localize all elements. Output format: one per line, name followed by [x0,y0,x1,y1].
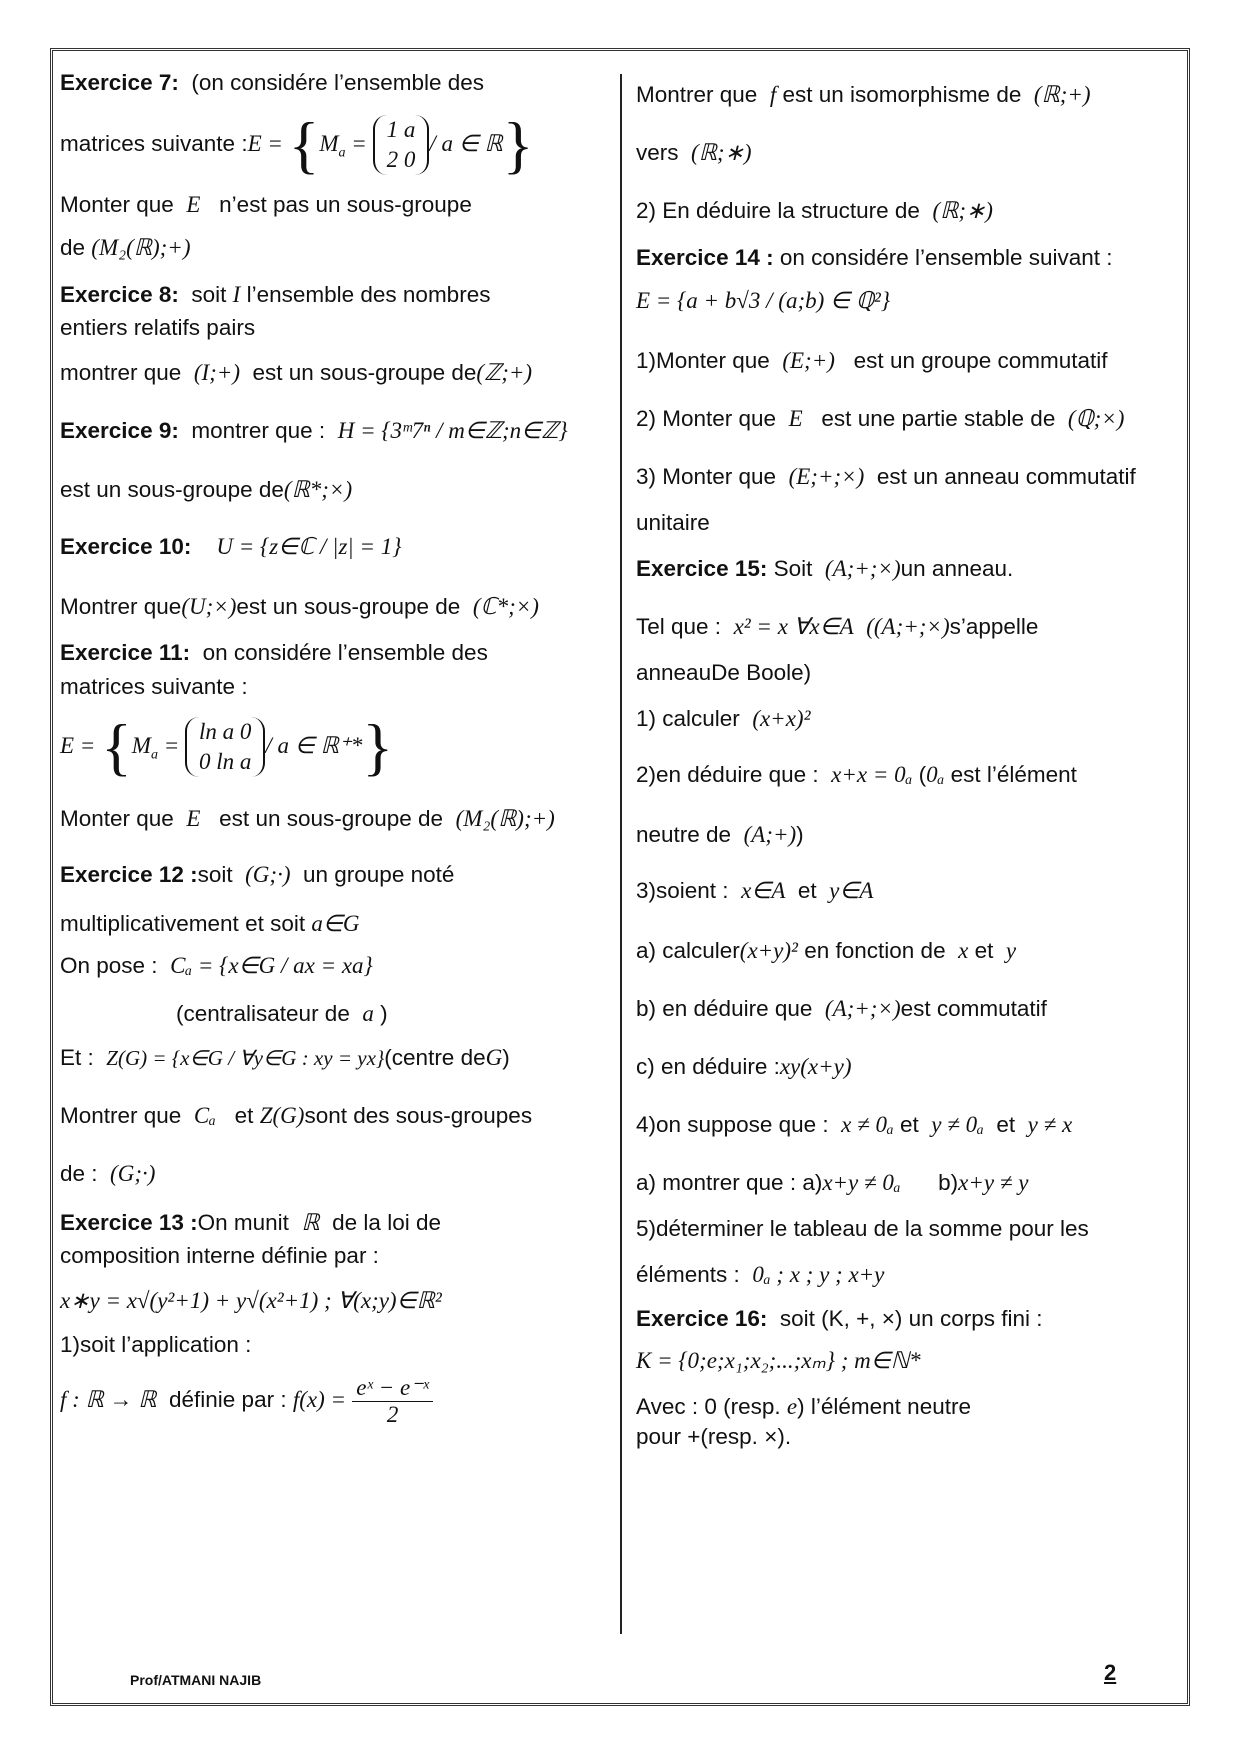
ex11-line2: matrices suivante : [60,674,248,699]
ex13-law-formula: x∗y = x√(y²+1) + y√(x²+1) ; ∀(x;y)∈ℝ² [60,1288,442,1313]
ex13-line5: f : ℝ → ℝ définie par : f(x) = $\frac{\text{eˣ − e⁻ˣ}}{2}$ [60,1372,433,1428]
ex10-line1: Exercice 10: U = {z∈ℂ / |z| = 1} [60,534,402,559]
ex7-line3: Monter que E n’est pas un sous-groupe [60,192,472,217]
ex12-line4: (centralisateur de a ) [176,1001,388,1026]
ex14-line5: 3) Monter que (E;+;×) est un anneau commutatif [636,464,1136,489]
ex15-line10: c) en déduire :xy(x+y) [636,1054,852,1079]
ex11-line1: Exercice 11: on considére l’ensemble des [60,640,488,665]
ex8-line2: entiers relatifs pairs [60,315,256,340]
ex14-line3: 1)Monter que (E;+) est un groupe commutatif [636,348,1108,373]
ex15-line13: 5)déterminer le tableau de la somme pour les [636,1216,1089,1241]
ex15-line12: a) montrer que : a)x+y ≠ 0ₐ b)x+y ≠ y [636,1170,1029,1195]
ex12-line2: multiplicativement et soit a∈G [60,911,360,936]
ex10-title: Exercice 10: [60,534,192,559]
ex16-line4: pour +(resp. ×). [636,1424,792,1449]
ex13-title: Exercice 13 : [60,1210,198,1235]
author-footer: Prof/ATMANI NAJIB [130,1672,262,1688]
ex12-line5: Et : Z(G) = {x∈G / ∀y∈G : xy = yx}(centre deG) [60,1045,510,1070]
ex7-title: Exercice 7: [60,70,179,95]
ex7-matrix: 1 a 2 0 [373,115,430,175]
ex15-line5: 2)en déduire que : x+x = 0ₐ (0ₐ est l’élément [636,762,1077,787]
ex14-set: E = {a + b√3 / (a;b) ∈ ℚ²} [636,288,891,313]
ex13-line6: Montrer que f est un isomorphisme de (ℝ;+) [636,82,1091,107]
ex13-line8: 2) En déduire la structure de (ℝ;∗) [636,198,993,223]
ex8-line3: montrer que (I;+) est un sous-groupe de(ℤ;+) [60,360,533,385]
ex14-line4: 2) Monter que E est une partie stable de (ℚ;×) [636,406,1125,431]
column-divider [620,74,622,1634]
ex15-line4: 1) calculer (x+x)² [636,706,811,731]
ex10-line2: Montrer que(U;×)est un sous-groupe de (ℂ*;×) [60,594,539,619]
ex16-line3: Avec : 0 (resp. e) l’élément neutre [636,1394,971,1419]
page-number: 2 [1104,1660,1117,1685]
ex12-title: Exercice 12 : [60,862,198,887]
ex11-matrix: ln a 0 0 ln a [185,717,265,777]
ex13-line2: composition interne définie par : [60,1243,379,1268]
ex12-line6: Montrer que Cₐ et Z(G)sont des sous-groupes [60,1103,533,1128]
ex15-line3: anneauDe Boole) [636,660,812,685]
ex12-line7: de : (G;·) [60,1161,156,1186]
ex12-line3: On pose : Cₐ = {x∈G / ax = xa} [60,953,373,978]
ex15-line2: Tel que : x² = x ∀x∈A ((A;+;×)s’appelle [636,614,1039,639]
ex13-line4: 1)soit l’application : [60,1332,252,1357]
ex14-title: Exercice 14 : [636,245,774,270]
ex7-matrix-line: matrices suivante :E = {$M_a$ = 1 a 2 0 / a ∈ ℝ} [60,109,534,181]
ex15-title: Exercice 15: [636,556,768,581]
ex13-line7: vers (ℝ;∗) [636,140,752,165]
ex15-line1: Exercice 15: Soit (A;+;×)un anneau. [636,556,1014,581]
ex15-line8: a) calculer(x+y)² en fonction de x et y [636,938,1017,963]
ex15-line6: neutre de (A;+)) [636,822,804,847]
ex9-line2: est un sous-groupe de(ℝ*;×) [60,477,353,502]
ex15-line14: éléments : 0ₐ ; x ; y ; x+y [636,1262,885,1287]
ex14-line6: unitaire [636,510,710,535]
ex9-line1: Exercice 9: montrer que : H = {3ᵐ7ⁿ / m∈ℤ;n∈ℤ} [60,418,568,443]
ex13-fraction: $\frac{\text{eˣ − e⁻ˣ}}{2}$ [352,1375,433,1428]
ex16-set: K = {0;e;x₁;x₂;...;xₘ} ; m∈ℕ* [636,1348,921,1373]
ex8-line1: Exercice 8: soit I l’ensemble des nombres [60,282,491,307]
ex16-title: Exercice 16: [636,1306,768,1331]
ex9-title: Exercice 9: [60,418,179,443]
ex11-title: Exercice 11: [60,640,191,665]
ex12-line1: Exercice 12 :soit (G;·) un groupe noté [60,862,455,887]
ex13-line1: Exercice 13 :On munit ℝ de la loi de [60,1210,441,1235]
ex7-line4: de (M₂(ℝ);+) [60,235,191,260]
ex11-line3: Monter que E est un sous-groupe de (M₂(ℝ);+) [60,806,555,831]
ex14-line1: Exercice 14 : on considére l’ensemble suivant : [636,245,1113,270]
ex16-line1: Exercice 16: soit (K, +, ×) un corps fini : [636,1306,1043,1331]
ex8-title: Exercice 8: [60,282,179,307]
ex15-line7: 3)soient : x∈A et y∈A [636,878,874,903]
ex15-line9: b) en déduire que (A;+;×)est commutatif [636,996,1047,1021]
ex7-line1: Exercice 7: (on considére l’ensemble des [60,70,485,95]
ex15-line11: 4)on suppose que : x ≠ 0ₐ et y ≠ 0ₐ et y ≠ x [636,1112,1073,1137]
ex11-matrix-line: $E = \{M_a$ = ln a 0 0 ln a / a ∈ ℝ⁺*} [60,711,394,783]
